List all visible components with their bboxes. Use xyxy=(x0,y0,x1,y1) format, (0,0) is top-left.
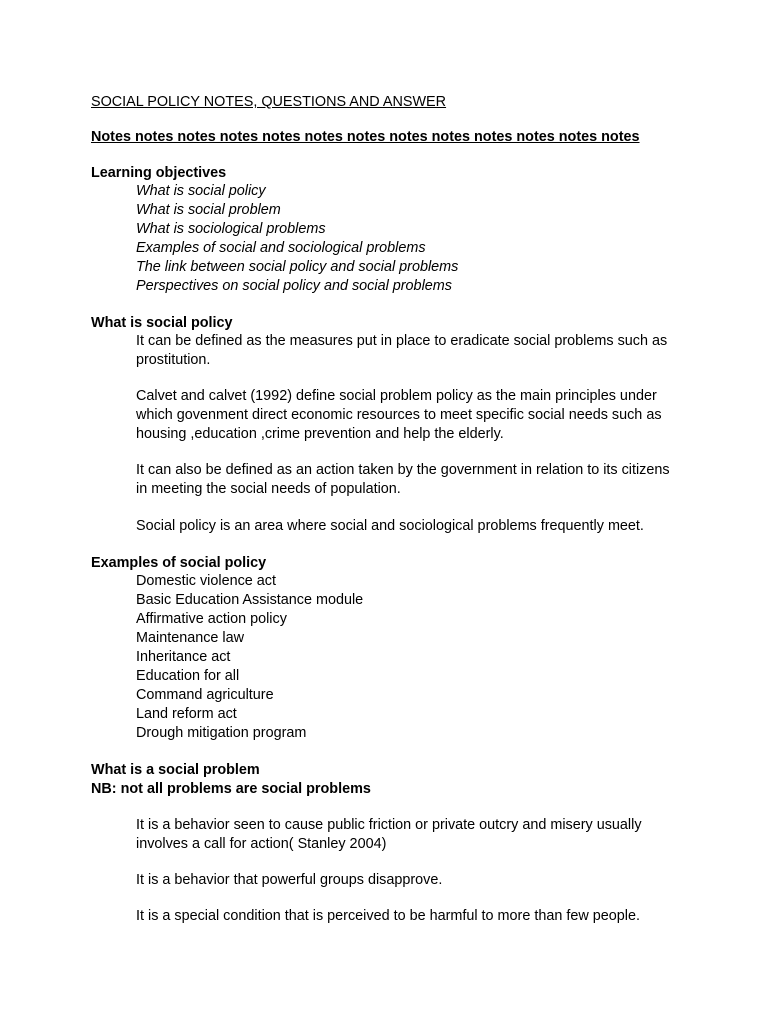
list-item: Basic Education Assistance module xyxy=(136,592,364,608)
list-item: Inheritance act xyxy=(136,649,231,665)
learning-objectives-list xyxy=(136,182,458,296)
list-item: Education for all xyxy=(136,668,240,684)
social-policy-paragraph: It can also be defined as an action taken by the government in relation to its citizens in meeting the social needs of population. xyxy=(136,462,670,497)
social-policy-heading: What is social policy xyxy=(91,315,233,331)
document-subtitle: Notes notes notes notes notes notes notes notes notes notes notes notes notes xyxy=(91,129,640,145)
list-item: Command agriculture xyxy=(136,687,274,703)
list-item: Affirmative action policy xyxy=(136,611,287,627)
list-item: Land reform act xyxy=(136,706,237,722)
list-item: Domestic violence act xyxy=(136,573,276,589)
social-policy-paragraph: Calvet and calvet (1992) define social problem policy as the main principles under which govenment direct economic resources to meet specific social needs such as housing ,education ,crime prevention and help the elderly. xyxy=(136,388,662,442)
social-policy-paragraph: It can be defined as the measures put in place to eradicate social problems such as prostitution. xyxy=(136,333,668,368)
list-item: Maintenance law xyxy=(136,630,244,646)
social-problem-heading: What is a social problem xyxy=(91,762,260,778)
social-problem-paragraph: It is a behavior seen to cause public friction or private outcry and misery usually involves a call for action( Stanley 2004) xyxy=(136,817,642,852)
list-item: Perspectives on social policy and social problems xyxy=(136,278,452,294)
examples-policy-heading: Examples of social policy xyxy=(91,555,267,571)
list-item: What is social policy xyxy=(136,183,266,199)
list-item: The link between social policy and social problems xyxy=(136,259,459,275)
examples-policy-list xyxy=(136,572,363,743)
social-policy-paragraph: Social policy is an area where social and sociological problems frequently meet. xyxy=(136,518,644,534)
list-item: What is sociological problems xyxy=(136,221,326,237)
list-item: Examples of social and sociological problems xyxy=(136,240,426,256)
social-problem-note: NB: not all problems are social problems xyxy=(91,781,371,797)
social-problem-paragraph: It is a behavior that powerful groups disapprove. xyxy=(136,872,443,888)
list-item: What is social problem xyxy=(136,202,281,218)
learning-objectives-heading: Learning objectives xyxy=(91,165,227,181)
list-item: Drough mitigation program xyxy=(136,725,307,741)
document-title: SOCIAL POLICY NOTES, QUESTIONS AND ANSWER xyxy=(91,94,447,110)
social-problem-paragraph: It is a special condition that is perceived to be harmful to more than few people. xyxy=(136,908,640,924)
